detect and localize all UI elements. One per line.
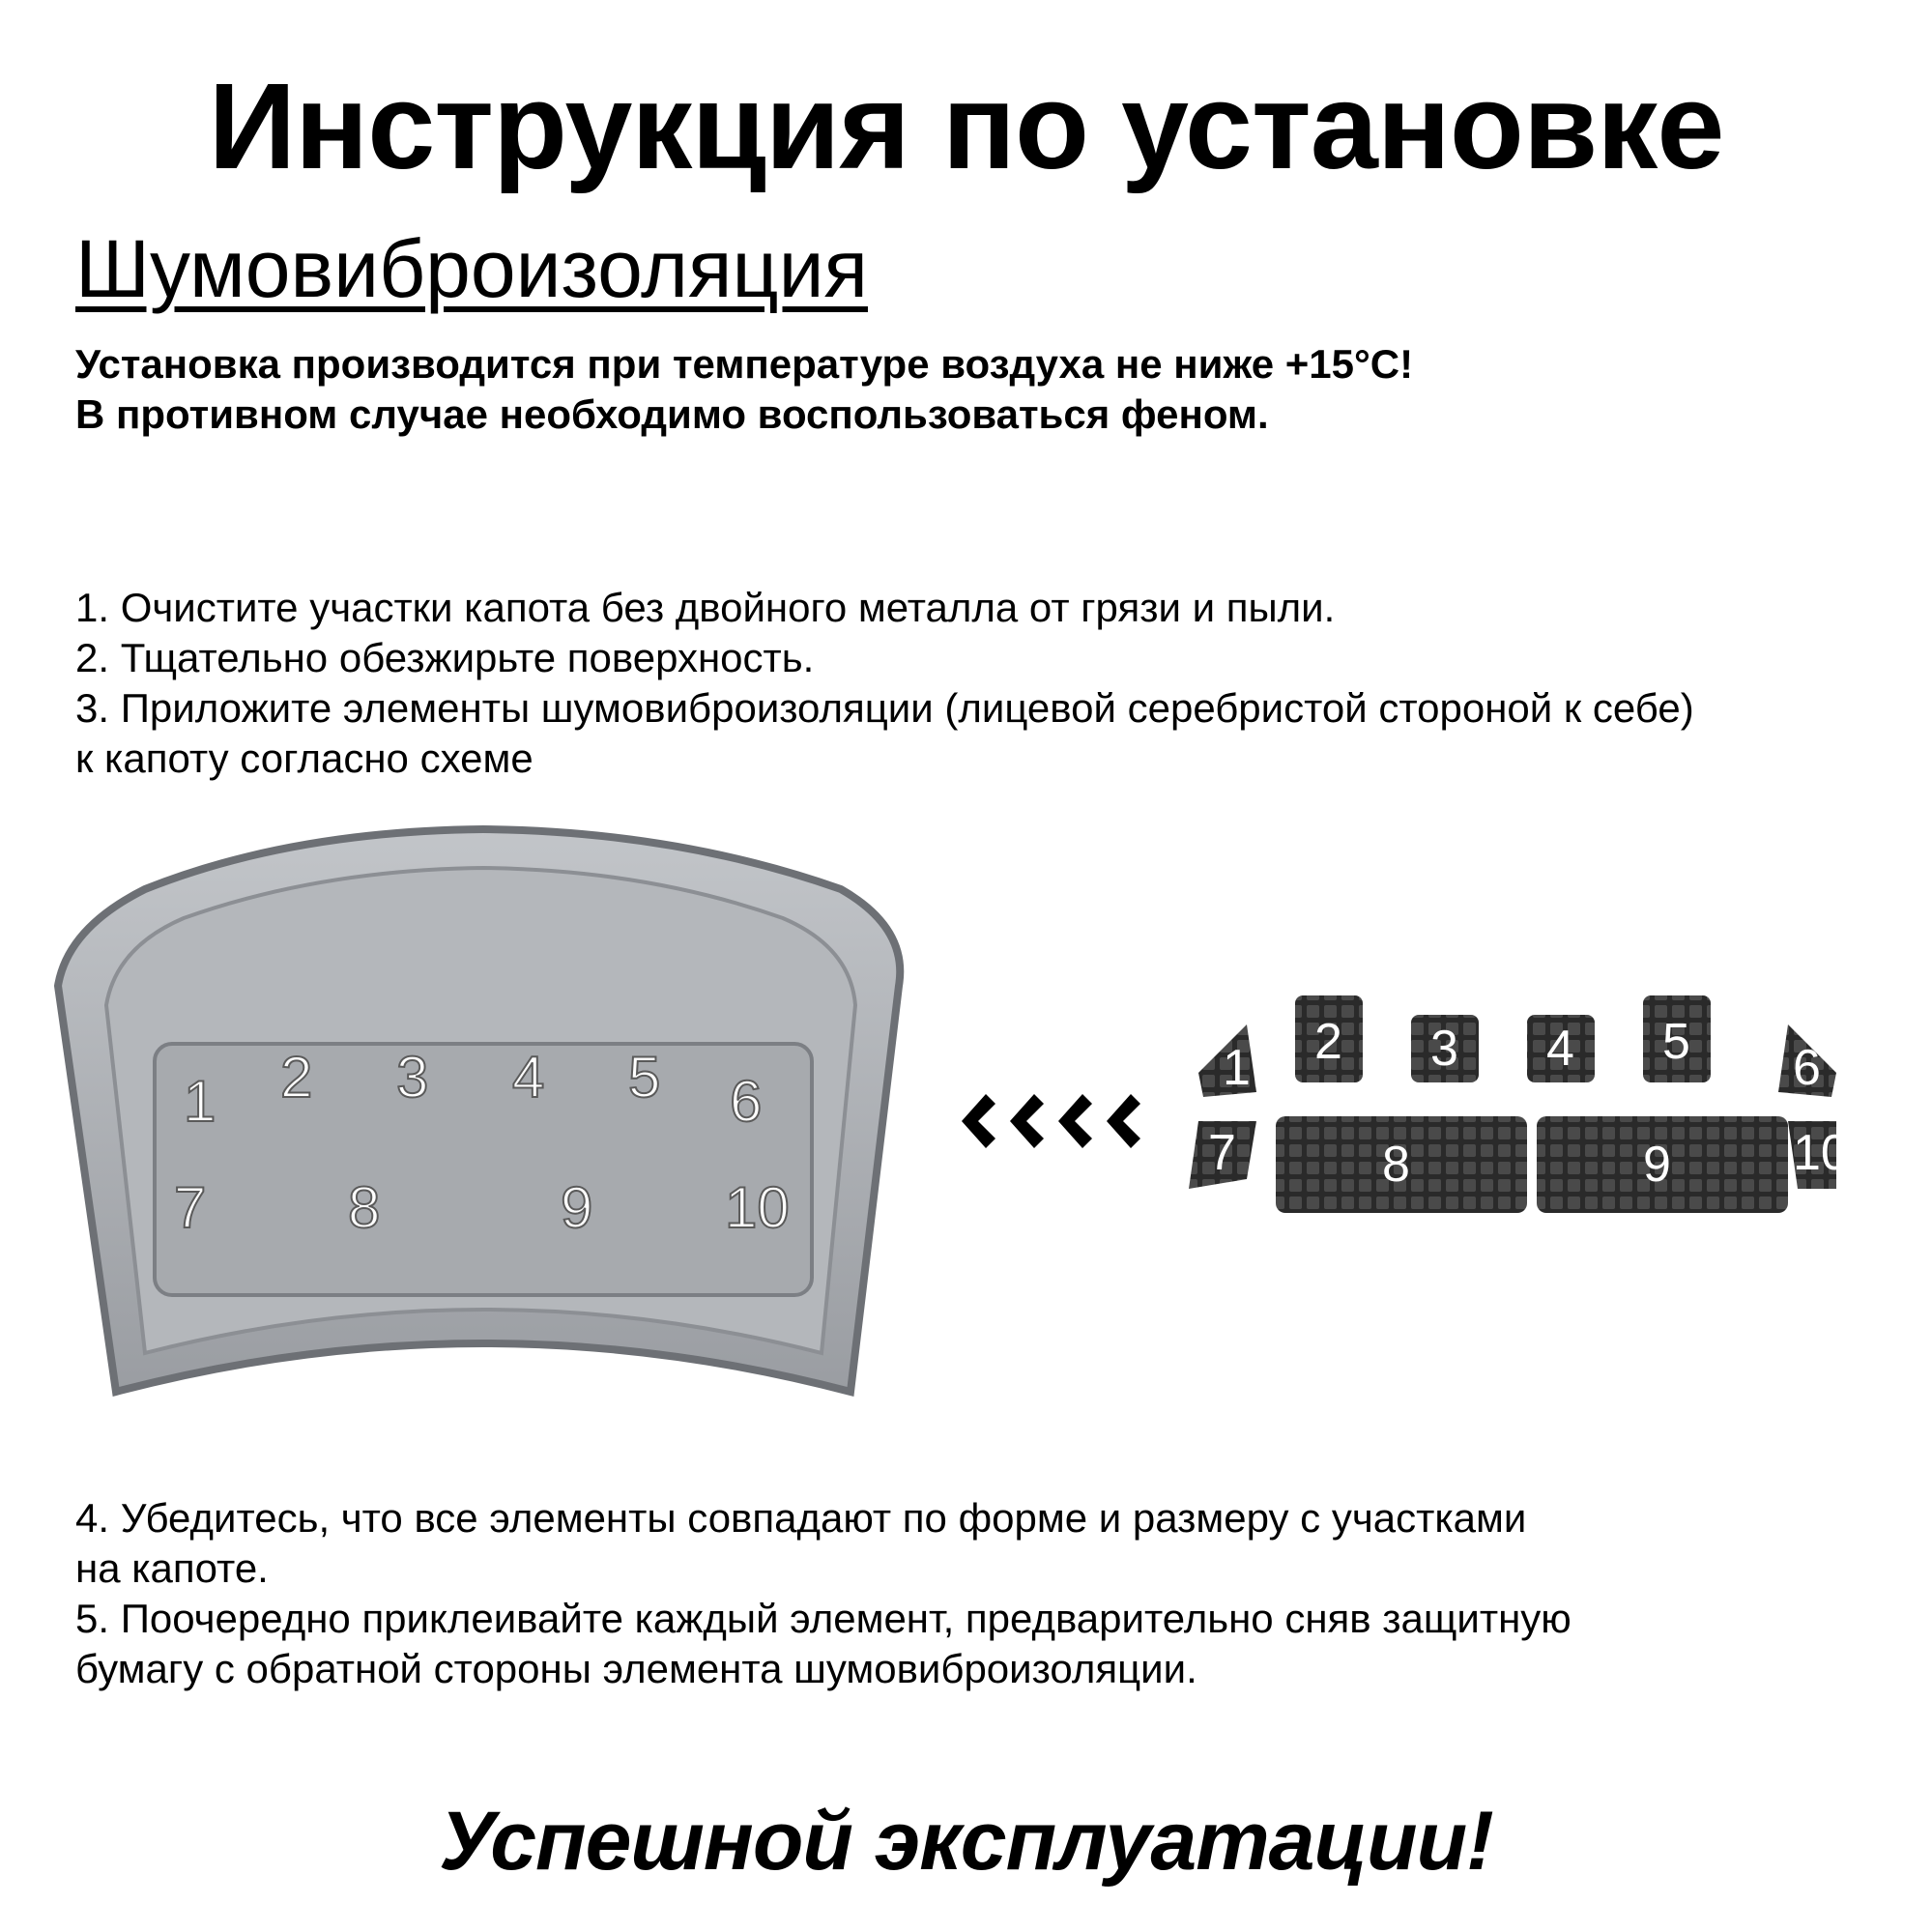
chevron-left-icon: [962, 1094, 995, 1148]
page-title: Инструкция по установке: [208, 58, 1724, 194]
hairdryer-note: В противном случае необходимо воспользоваться феном.: [75, 391, 1269, 437]
pad-label-2: 2: [1314, 1014, 1342, 1070]
hood-label-4: 4: [512, 1045, 545, 1110]
hood-label-6: 6: [730, 1069, 763, 1134]
step-5-continued: бумагу с обратной стороны элемента шумовиброизоляции.: [75, 1646, 1197, 1691]
pad-label-3: 3: [1430, 1021, 1458, 1077]
arrows-left: [962, 1094, 1140, 1148]
pad-label-8: 8: [1382, 1137, 1410, 1193]
step-2: 2. Тщательно обезжирьте поверхность.: [75, 635, 815, 680]
pad-label-6: 6: [1793, 1040, 1821, 1096]
step-4-continued: на капоте.: [75, 1545, 269, 1591]
step-5: 5. Поочередно приклеивайте каждый элемент, предварительно сняв защитную: [75, 1596, 1572, 1641]
hood-label-2: 2: [280, 1045, 313, 1110]
hood-label-9: 9: [561, 1175, 593, 1240]
pad-label-1: 1: [1223, 1040, 1251, 1096]
step-3-continued: к капоту согласно схеме: [75, 735, 533, 781]
section-subtitle: Шумовиброизоляция: [75, 223, 868, 314]
pad-label-5: 5: [1662, 1014, 1690, 1070]
hood-label-5: 5: [628, 1045, 661, 1110]
hood-label-3: 3: [396, 1045, 429, 1110]
chevron-left-icon: [1010, 1094, 1044, 1148]
hood-label-10: 10: [725, 1175, 790, 1240]
pad-label-10: 10: [1793, 1125, 1849, 1181]
pad-label-9: 9: [1643, 1137, 1671, 1193]
closing-message: Успешной эксплуатации!: [439, 1795, 1493, 1888]
chevron-left-icon: [1058, 1094, 1092, 1148]
hood-label-8: 8: [348, 1175, 381, 1240]
chevron-left-icon: [1107, 1094, 1140, 1148]
pad-pieces: [1189, 995, 1836, 1213]
hood-label-1: 1: [184, 1069, 216, 1134]
step-1: 1. Очистите участки капота без двойного металла от грязи и пыли.: [75, 585, 1336, 630]
hood-label-7: 7: [174, 1175, 207, 1240]
pad-label-7: 7: [1208, 1125, 1236, 1181]
pad-label-4: 4: [1546, 1021, 1574, 1077]
temperature-warning: Установка производится при температуре воздуха не ниже +15°С!: [75, 341, 1414, 387]
step-3: 3. Приложите элементы шумовиброизоляции (лицевой серебристой стороной к себе): [75, 685, 1694, 731]
installation-diagram: [0, 812, 1932, 1411]
step-4: 4. Убедитесь, что все элементы совпадают по форме и размеру с участками: [75, 1495, 1527, 1541]
